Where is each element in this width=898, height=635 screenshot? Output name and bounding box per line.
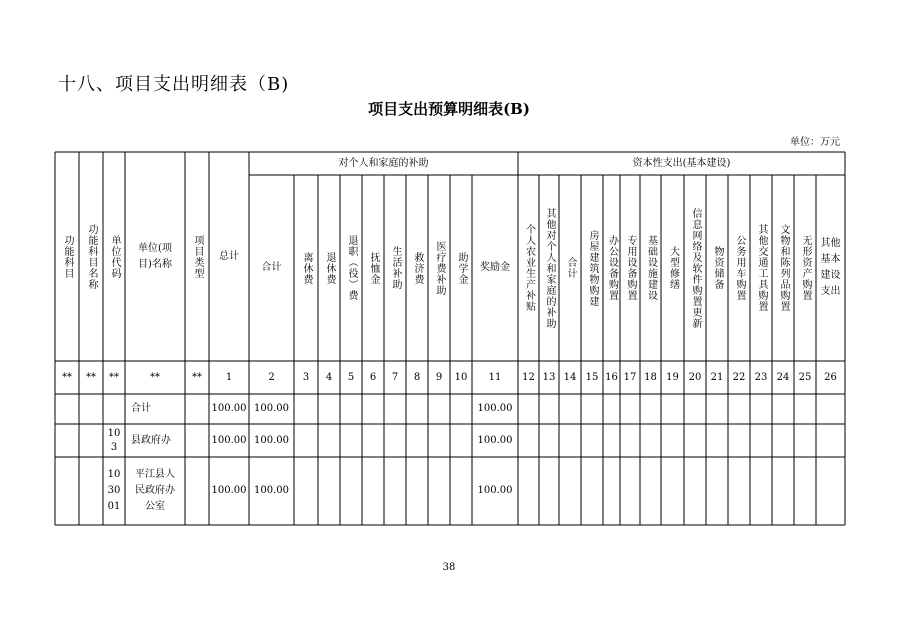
row-unit-code: 103001 <box>107 469 121 512</box>
unit-label: 单位：万元 <box>790 137 840 148</box>
col-header-scholarship: 助学金 <box>456 251 467 285</box>
index-cell: 22 <box>732 371 746 383</box>
row-unit-code: 103 <box>107 427 121 453</box>
index-cell: 9 <box>435 371 443 383</box>
col-header-major-repair: 大型修缮 <box>667 246 679 290</box>
col-header-intangible: 无形资产购置 <box>800 235 811 301</box>
index-cell: 6 <box>369 371 377 383</box>
index-cell: 12 <box>522 371 535 383</box>
index-cell: 5 <box>347 371 355 383</box>
index-cell: 24 <box>776 371 790 383</box>
col-header-living-subsidy: 生活补助 <box>390 246 401 290</box>
page-number: 38 <box>442 562 456 573</box>
col-header-unit-name: 单位(项目)名称 <box>138 242 172 270</box>
col-header-function-subject: 功能科目 <box>62 234 73 279</box>
index-cell: 13 <box>542 371 556 383</box>
index-cell: ** <box>86 371 96 383</box>
group-header-personal-subsidy: 对个人和家庭的补助 <box>338 157 429 169</box>
index-cell: ** <box>192 371 202 383</box>
col-header-it-software: 信息网络及软件购置更新 <box>690 207 701 329</box>
col-header-compassion-fund: 抚恤金 <box>368 251 379 285</box>
col-header-unit-code: 单位代码 <box>109 234 120 279</box>
index-cell: 17 <box>623 372 637 383</box>
col-header-official-vehicle: 公务用车购置 <box>734 235 745 301</box>
col-header-relief-fee: 救济费 <box>412 251 423 285</box>
row-award: 100.00 <box>477 403 513 414</box>
col-header-subtotal-capital: 合计 <box>565 257 576 279</box>
row-subtotal: 100.00 <box>254 434 289 446</box>
index-cell: 11 <box>488 371 502 383</box>
index-cell: 23 <box>754 371 768 383</box>
col-header-other-vehicle: 其他交通工具购置 <box>756 224 767 312</box>
col-header-medical-subsidy: 医疗费补助 <box>434 240 445 296</box>
col-header-office-equipment: 办公设备购置 <box>606 235 618 301</box>
row-total: 100.00 <box>211 434 247 446</box>
index-cell: ** <box>109 371 119 383</box>
row-award: 100.00 <box>477 485 513 496</box>
col-header-total: 总计 <box>219 250 239 262</box>
row-award: 100.00 <box>477 434 513 446</box>
col-header-function-subject-name: 功能科目名称 <box>86 223 97 290</box>
index-cell: 16 <box>605 372 618 383</box>
index-cell: 8 <box>413 371 421 383</box>
index-cell: 21 <box>710 371 724 383</box>
table-title: 项目支出预算明细表(B) <box>368 100 530 118</box>
index-cell: ** <box>62 371 72 383</box>
section-heading: 十八、项目支出明细表（B) <box>58 74 290 95</box>
index-cell: 20 <box>688 371 702 383</box>
col-header-pension-fee: 退休费 <box>324 251 335 285</box>
row-unit-name: 县政府办 <box>131 434 171 446</box>
index-cell: ** <box>150 371 160 383</box>
index-cell: 7 <box>391 371 399 383</box>
col-header-material-reserve: 物资储备 <box>712 246 723 290</box>
index-cell: 2 <box>268 371 275 383</box>
col-header-retirement-fee: 离休费 <box>301 251 312 285</box>
row-unit-name: 平江县人民政府办公室 <box>135 469 175 512</box>
group-header-capital-expense: 资本性支出(基本建设) <box>632 157 731 169</box>
row-subtotal: 100.00 <box>254 403 289 414</box>
col-header-project-type: 项目类型 <box>192 234 203 279</box>
index-cell: 19 <box>666 371 679 383</box>
col-header-other-personal-subsidy: 其他对个人和家庭的补助 <box>544 207 555 329</box>
index-cell: 25 <box>798 371 812 383</box>
index-cell: 10 <box>454 371 468 383</box>
row-subtotal: 100.00 <box>254 485 289 496</box>
index-cell: 15 <box>585 371 599 383</box>
index-cell: 18 <box>644 371 657 383</box>
col-header-agri-subsidy: 个人农业生产补贴 <box>523 224 535 312</box>
index-cell: 26 <box>824 371 837 383</box>
index-cell: 1 <box>225 371 233 383</box>
col-header-award: 奖励金 <box>480 262 510 273</box>
col-header-infrastructure: 基础设施建设 <box>645 235 657 301</box>
col-header-other-capital: 其他基本建设支出 <box>820 238 841 297</box>
index-cell: 4 <box>325 371 333 383</box>
row-unit-name: 合计 <box>131 403 151 414</box>
col-header-resignation-fee: 退职（役）费 <box>346 235 357 301</box>
index-cell: 3 <box>302 371 310 383</box>
col-header-relics: 文物和陈列品购置 <box>778 224 789 312</box>
index-cell: 14 <box>563 371 577 383</box>
row-total: 100.00 <box>211 485 247 496</box>
row-total: 100.00 <box>211 403 247 414</box>
col-header-special-equipment: 专用设备购置 <box>625 235 636 301</box>
col-header-subtotal-personal: 合计 <box>261 262 282 273</box>
col-header-building: 房屋建筑物购建 <box>587 229 598 307</box>
